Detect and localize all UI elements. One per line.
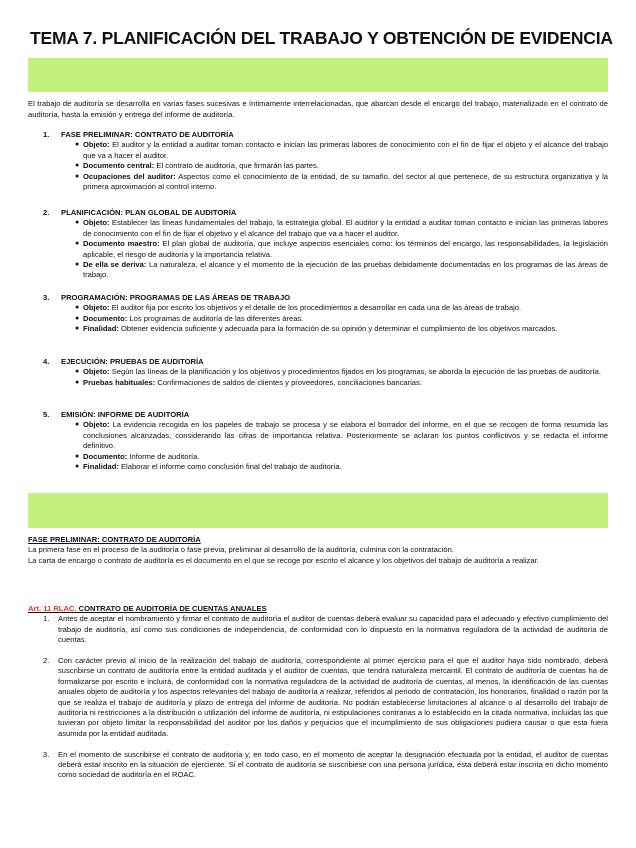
list-item xyxy=(28,303,608,313)
intro-paragraph: El trabajo de auditoría se desarrolla en varias fases sucesivas e íntimamente interrelacionadas, que abarcan desde el encargo del trabajo, materializado en el contrato de auditoría, hasta la emisión y entrega del informe de auditoría. xyxy=(28,99,608,119)
item-text: En el momento de suscribirse el contrato de auditoría y, en todo caso, en el momento de aceptar la designación efectuada por la entidad, el auditor de cuentas deberá estar inscrito en la situación de ejerciente. Si el contrato de auditoría se suscribiese con una persona jurídica, ésta deberá estar inscrita en dicho momento como sociedad de auditoría en el ROAC. xyxy=(58,749,608,780)
phase-heading xyxy=(28,357,608,367)
item-text: Confirmaciones de saldos de clientes y proveedores, conciliaciones bancarias. xyxy=(155,377,422,387)
preliminary-paragraph-1: La primera fase en el proceso de la auditoría o fase previa, preliminar al desarrollo de la auditoría, culmina con la contratación. xyxy=(28,545,454,555)
phase-section xyxy=(28,410,608,472)
item-text: El plan global de auditoría, que incluye aspectos esenciales como: los términos del encargo, las responsabilidades, la legislación aplicable, el riesgo de auditoría y la importancia relativa. xyxy=(83,239,608,259)
article-reference-link[interactable]: Art. 11 RLAC. xyxy=(28,604,77,613)
item-text: El auditor fija por escrito los objetivos y el detalle de los procedimientos a desarrollar en cada una de las áreas de trabajo. xyxy=(109,303,522,313)
item-text: Los programas de auditoría de las diferentes áreas. xyxy=(127,313,304,323)
bullet-icon: ● xyxy=(75,463,80,471)
item-text: La naturaleza, el alcance y el momento de la ejecución de las pruebas debidamente documentadas en los programas de las áreas de trabajo. xyxy=(83,260,608,280)
item-label: De ella se deriva: xyxy=(83,260,147,270)
list-item xyxy=(28,140,608,161)
article-heading: CONTRATO DE AUDITORÍA DE CUENTAS ANUALES xyxy=(76,604,267,613)
phase-section xyxy=(28,208,608,281)
item-text: Informe de auditoría. xyxy=(127,451,200,461)
item-label: Objeto: xyxy=(83,303,110,313)
item-label: Documento central: xyxy=(83,161,155,171)
list-item xyxy=(28,314,608,324)
item-text: Según las líneas de la planificación y los objetivos y procedimientos fijados en los programas, se aborda la ejecución de las pruebas de auditoría. xyxy=(109,367,601,377)
preliminary-paragraph-2: La carta de encargo o contrato de auditoría es el documento en el que se recoge por escrito el alcance y los objetivos del trabajo de auditoría a realizar. xyxy=(28,555,539,565)
item-text: El contrato de auditoría, que firmarán las partes. xyxy=(154,161,319,171)
item-text: El auditor y la entidad a auditar toman contacto e inician las primeras labores de conocimiento con el fin de fijar el objeto y el alcance del trabajo que va a hacer el auditor. xyxy=(83,140,608,160)
item-label: Documento maestro: xyxy=(83,239,160,249)
phase-number: 1. xyxy=(43,130,50,139)
bullet-icon: ● xyxy=(75,314,80,322)
list-item xyxy=(28,172,608,193)
bullet-icon: ● xyxy=(75,304,80,312)
item-label: Ocupaciones del auditor: xyxy=(83,171,176,181)
item-number: 3. xyxy=(43,749,50,759)
phase-title: FASE PRELIMINAR: CONTRATO DE AUDITORÍA xyxy=(61,130,234,139)
phase-bullets xyxy=(28,218,608,280)
bullet-icon: ● xyxy=(75,261,80,269)
list-item xyxy=(28,656,608,739)
item-text: Obtener evidencia suficiente y adecuada para la formación de su opinión y determinar el cumplimiento de los objetivos marcados. xyxy=(118,324,558,334)
list-item xyxy=(28,452,608,462)
bullet-icon: ● xyxy=(75,172,80,180)
list-item xyxy=(28,239,608,260)
list-item xyxy=(28,218,608,239)
highlight-band-top xyxy=(28,58,608,92)
phase-title: PLANIFICACIÓN: PLAN GLOBAL DE AUDITORÍA xyxy=(61,208,237,217)
list-item xyxy=(28,614,608,645)
item-label: Pruebas habituales: xyxy=(83,377,156,387)
phase-number: 5. xyxy=(43,410,50,419)
bullet-icon: ● xyxy=(75,162,80,170)
item-number: 2. xyxy=(43,656,50,666)
phase-section xyxy=(28,357,608,388)
bullet-icon: ● xyxy=(75,325,80,333)
preliminary-section xyxy=(28,535,608,566)
phase-bullets xyxy=(28,367,608,388)
list-item xyxy=(28,462,608,472)
list-item xyxy=(28,420,608,451)
bullet-icon: ● xyxy=(75,240,80,248)
phase-title: EMISIÓN: INFORME DE AUDITORÍA xyxy=(61,410,190,419)
list-item xyxy=(28,367,608,377)
list-item xyxy=(28,161,608,171)
bullet-icon: ● xyxy=(75,219,80,227)
item-text: La evidencia recogida en los papeles de trabajo se procesa y se elabora el borrador del informe, en el que se recogen de forma resumida las conclusiones alcanzadas, considerando las cifras de importancia relativa. Posteriormente se aclaran los puntos conflictivos y se redacta el informe definitivo. xyxy=(83,420,608,451)
item-number: 1. xyxy=(43,614,50,624)
phase-bullets xyxy=(28,420,608,472)
item-text: Antes de aceptar el nombramiento y firmar el contrato de auditoría el auditor de cuentas deberá evaluar su capacidad para el adecuado y efectivo cumplimiento del trabajo de auditoría, así como sus condiciones de independencia, de conformidad con lo dispuesto en la normativa reguladora de la actividad de auditoría de cuentas. xyxy=(58,614,608,645)
item-text: Con carácter previo al inicio de la realización del trabajo de auditoría, correspondiente al primer ejercicio para el que el auditor haya sido nombrado, deberá suscribirse un contrato de auditoría entre la entidad auditada y el auditor de cuentas, que tendrá naturaleza mercantil. El contrato de auditoría de cuentas ha de formalizarse por escrito e incluirá, de conformidad con la normativa reguladora de la actividad de auditoría de cuentas, al menos, la identificación de las cuentas anuales objeto de auditoría y los aspectos relevantes del trabajo de auditoría a realizar, referidos al periodo de contratación, los honorarios, finalidad o razón por la que se realiza el trabajo de auditoría y plazo de entrega del informe de auditoría. No podrán establecerse limitaciones al alcance o al desarrollo del trabajo de auditoría ni restricciones a la distribución o utilización del informe de auditoría, ni estipulaciones contrarias a lo establecido en la citada normativa, incluidas las que tuvieran por objeto limitar la responsabilidad del auditor por los daños y perjuicios que el incumplimiento de sus obligaciones pudiera causar o que esta fuera asumida por la entidad auditada. xyxy=(58,656,608,738)
phase-title: EJECUCIÓN: PRUEBAS DE AUDITORÍA xyxy=(61,357,204,366)
list-item xyxy=(28,324,608,334)
list-item xyxy=(28,378,608,388)
item-label: Documento: xyxy=(83,451,128,461)
article-section xyxy=(28,604,608,791)
item-text: Elaborar el informe como conclusión final del trabajo de auditoría. xyxy=(118,462,342,472)
phase-heading xyxy=(28,208,608,218)
phase-heading xyxy=(28,293,608,303)
phase-number: 4. xyxy=(43,357,50,366)
item-label: Objeto: xyxy=(83,420,110,430)
phase-heading xyxy=(28,130,608,140)
article-title xyxy=(28,604,608,614)
item-text: Aspectos como el conocimiento de la entidad, de su tamaño, del sector al que pertenece, de su estructura organizativa y la primera aproximación al control interno. xyxy=(83,171,609,192)
page-title: TEMA 7. PLANIFICACIÓN DEL TRABAJO Y OBTENCIÓN DE EVIDENCIA xyxy=(30,28,613,48)
item-label: Finalidad: xyxy=(83,462,119,472)
item-label: Objeto: xyxy=(83,367,110,377)
phase-bullets xyxy=(28,140,608,192)
list-item xyxy=(28,750,608,781)
item-label: Documento: xyxy=(83,313,128,323)
preliminary-title: FASE PRELIMINAR: CONTRATO DE AUDITORÍA xyxy=(28,535,201,544)
item-label: Objeto: xyxy=(83,218,110,228)
phase-number: 3. xyxy=(43,293,50,302)
phase-number: 2. xyxy=(43,208,50,217)
article-items xyxy=(28,614,608,780)
phase-bullets xyxy=(28,303,608,334)
bullet-icon: ● xyxy=(75,378,80,386)
bullet-icon: ● xyxy=(75,452,80,460)
item-label: Finalidad: xyxy=(83,324,119,334)
list-item xyxy=(28,260,608,281)
phase-section xyxy=(28,293,608,335)
phase-heading xyxy=(28,410,608,420)
item-text: Establecer las líneas fundamentales del trabajo, la estrategia global. El auditor y la entidad a auditar toman contacto e inician las primeras labores de conocimiento con el fin de fijar el objetivo y el alcance del trabajo que va a hacer el auditor. xyxy=(83,218,608,238)
phase-section xyxy=(28,130,608,192)
item-label: Objeto: xyxy=(83,140,110,150)
bullet-icon: ● xyxy=(75,421,80,429)
highlight-band-middle xyxy=(28,493,608,528)
bullet-icon: ● xyxy=(75,141,80,149)
bullet-icon: ● xyxy=(75,368,80,376)
phase-title: PROGRAMACIÓN: PROGRAMAS DE LAS ÁREAS DE TRABAJO xyxy=(61,293,291,302)
